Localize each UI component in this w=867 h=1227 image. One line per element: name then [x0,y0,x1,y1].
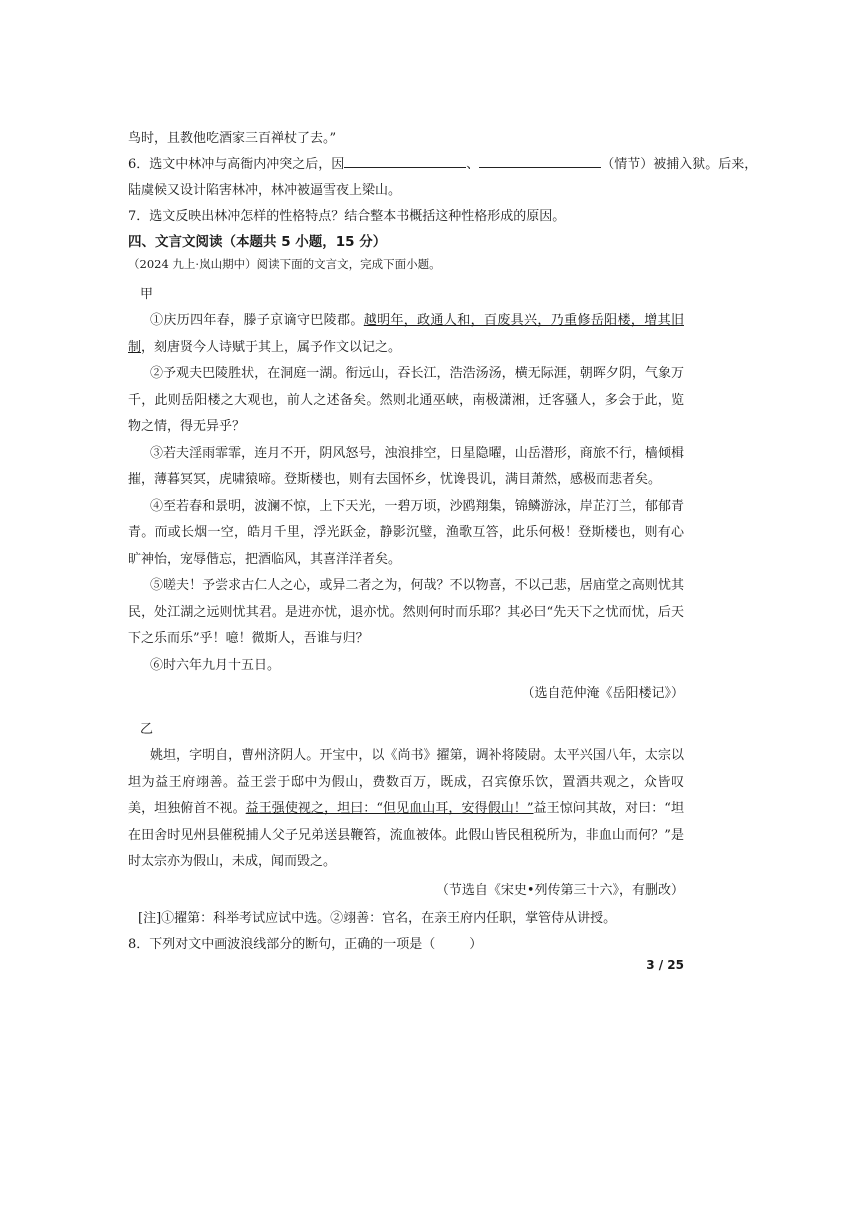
continued-text: 鸟时，且教他吃酒家三百禅杖了去。” [128,131,337,146]
passage-paragraph-5: ⑤嗟夫！予尝求古仁人之心，或异二者之为，何哉？不以物喜，不以己悲，居庙堂之高则忧其民，处江湖之远则忧其君。是进亦忧，退亦忧。然则何时而乐耶？其必曰“先天下之忧而忧，后天下之乐而乐”乎！噫！微斯人，吾谁与归？ [128,578,684,646]
question-6 [128,152,758,178]
fill-blank-2[interactable] [479,153,601,168]
paragraph-1-text: ①庆历四年春，滕子京谪守巴陵郡。 [150,313,364,328]
question-6-text-end: （情节）被捕入狱。后来， [601,157,758,172]
passage-paragraph-6: ⑥时六年九月十五日。 [150,657,281,673]
source-citation-jia: （选自范仲淹《岳阳楼记》） [521,686,684,701]
passage-yi-text: 姚坦，字明自，曹州济阴人。开宝中，以《尚书》擢第，调补将陵尉。太平兴国八年，太宗以坦为益王府翊善。益王尝于邸中为假山，费数百万，既成，召宾僚乐饮，置酒共观之，众皆叹美，坦独俯首不视。 [128,748,684,816]
question-6-text: 6．选文中林冲与高衙内冲突之后，因 [128,157,345,172]
paragraph-1-text-end: ，刻唐贤今人诗赋于其上，属予作文以记之。 [141,339,402,355]
document-page [128,126,758,958]
passage-yi-label: 乙 [140,722,154,737]
question-8-text: 8．下列对文中画波浪线部分的断句，正确的一项是（ [128,937,436,952]
annotation-note: [注]①擢第：科举考试应试中选。②翊善：官名，在亲王府内任职，掌管侍从讲授。 [138,910,617,926]
passage-jia-label: 甲 [140,287,154,302]
fill-blank-1[interactable] [344,153,466,168]
section-heading: 四、文言文阅读（本题共 5 小题，15 分） [128,234,387,250]
question-6-line2: 陆虞候又设计陷害林冲，林冲被逼雪夜上梁山。 [128,183,402,198]
passage-yi-paragraph [128,743,684,876]
question-8-close: ） [469,937,483,952]
passage-paragraph-3: ③若夫淫雨霏霏，连月不开，阴风怒号，浊浪排空，日星隐曜，山岳潜形，商旅不行，樯倾楫摧，薄暮冥冥，虎啸猿啼。登斯楼也，则有去国怀乡，忧谗畏讥，满目萧然，感极而悲者矣。 [128,445,684,487]
passage-yi-text-end: 益王惊问其故，对曰：“坦在田舍时见州县催税捕人父子兄弟送县鞭笞，流血被体。此假山皆民租税所为，非血山而何？”是时太宗亦为假山，未成，闻而毁之。 [128,801,684,869]
passage-paragraph-1 [128,308,684,361]
passage-paragraph-2: ②予观夫巴陵胜状，在洞庭一湖。衔远山，吞长江，浩浩汤汤，横无际涯，朝晖夕阴，气象万千，此则岳阳楼之大观也，前人之述备矣。然则北通巫峡，南极潇湘，迁客骚人，多会于此，览物之情，得无异乎？ [128,366,684,434]
question-8 [128,932,684,958]
underlined-sentence: 越明年，政通人和，百废具兴，乃重修岳阳楼，增其旧制 [128,313,684,355]
question-7: 7．选文反映出林冲怎样的性格特点？结合整本书概括这种性格形成的原因。 [128,209,566,224]
passage-paragraph-4: ④至若春和景明，波澜不惊，上下天光，一碧万顷，沙鸥翔集，锦鳞游泳，岸芷汀兰，郁郁青青。而或长烟一空，皓月千里，浮光跃金，静影沉璧，渔歌互答，此乐何极！登斯楼也，则有心旷神怡，宠辱偕忘，把酒临风，其喜洋洋者矣。 [128,498,684,567]
underlined-sentence-yi: 益王强使视之，坦曰：“但见血山耳，安得假山！” [245,801,534,816]
question-6-separator: 、 [466,157,480,172]
page-number: 3 / 25 [646,958,684,972]
source-citation-yi: （节选自《宋史•列传第三十六》，有删改） [435,882,684,898]
source-note: （2024 九上·岚山期中）阅读下面的文言文，完成下面小题。 [128,257,441,271]
